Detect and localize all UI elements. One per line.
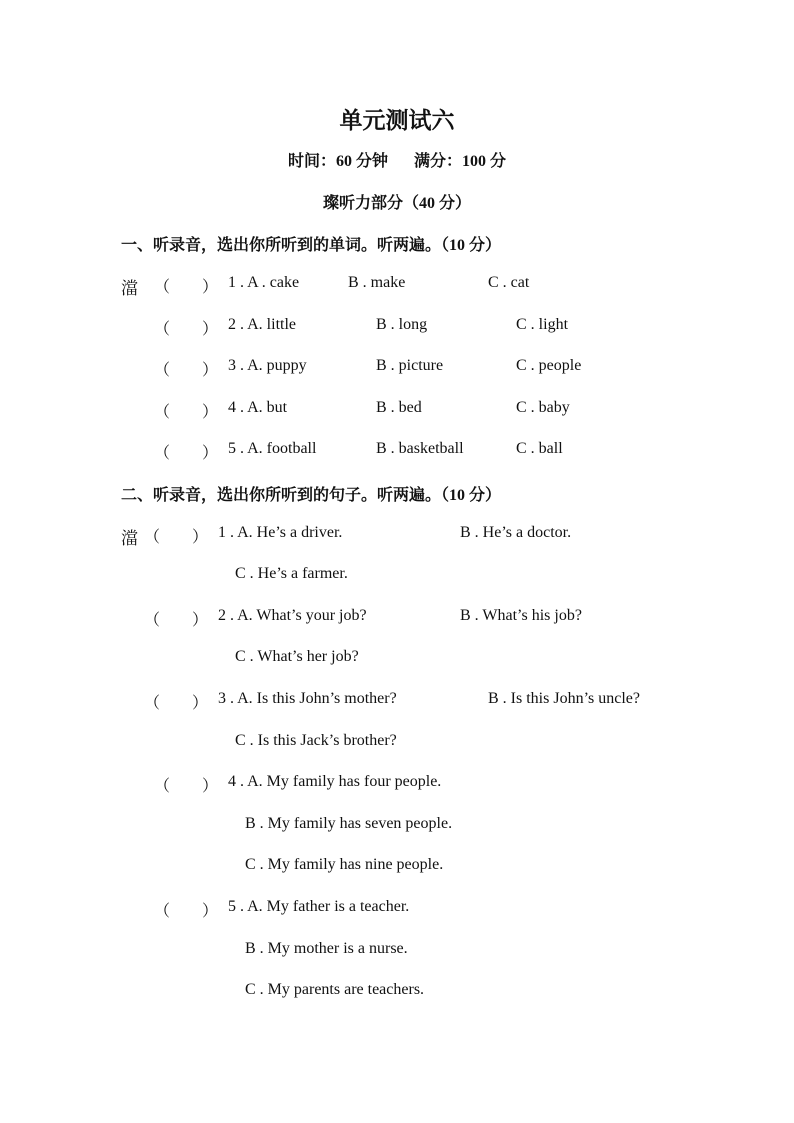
question-option-b: B . bed <box>376 399 422 416</box>
section-1-marker: 澢 <box>121 279 138 298</box>
question-option-a: 4 . A. My family has four people. <box>228 773 442 790</box>
question-option-b: B . make <box>348 274 406 291</box>
answer-blank[interactable]: （ ） <box>144 695 209 712</box>
question-option-c: C . ball <box>516 440 563 457</box>
question-option-c: C . My family has nine people. <box>245 856 444 873</box>
question-option-b: B . He’s a doctor. <box>460 524 572 541</box>
section-2-marker: 澢 <box>121 529 138 548</box>
question-option-b: B . basketball <box>376 440 464 457</box>
question-option-a: 1 . A. He’s a driver. <box>218 524 343 541</box>
part-heading: 璨听力部分（40 分） <box>322 195 471 212</box>
question-option-a: 5 . A. football <box>228 440 317 457</box>
question-option-c: C . people <box>516 357 582 374</box>
question-option-b: B . What’s his job? <box>460 607 582 624</box>
section-1-heading: 一、听录音，选出你所听到的单词。听两遍。（10 分） <box>121 237 502 254</box>
question-option-a: 2 . A. What’s your job? <box>218 607 367 624</box>
question-option-c: C . light <box>516 316 569 333</box>
question-option-c: C . baby <box>516 399 570 416</box>
answer-blank[interactable]: （ ） <box>154 362 219 379</box>
question-option-c: C . What’s her job? <box>235 648 359 665</box>
exam-score: 满分：100 分 <box>414 153 507 170</box>
question-option-a: 2 . A. little <box>228 316 296 333</box>
answer-blank[interactable]: （ ） <box>154 445 219 462</box>
question-option-b: B . picture <box>376 357 444 374</box>
answer-blank[interactable]: （ ） <box>154 778 219 795</box>
exam-info <box>0 148 794 171</box>
answer-blank[interactable]: （ ） <box>144 529 209 546</box>
exam-time: 时间：60 分钟 <box>287 153 388 170</box>
question-option-b: B . My family has seven people. <box>245 815 453 832</box>
question-option-b: B . Is this John’s uncle? <box>488 690 640 707</box>
answer-blank[interactable]: （ ） <box>154 404 219 421</box>
question-option-c: C . My parents are teachers. <box>245 981 425 998</box>
question-option-a: 1 . A . cake <box>228 274 300 291</box>
section-2-heading: 二、听录音，选出你所听到的句子。听两遍。（10 分） <box>121 487 502 504</box>
answer-blank[interactable]: （ ） <box>154 279 219 296</box>
question-option-b: B . My mother is a nurse. <box>245 940 408 957</box>
question-option-c: C . cat <box>488 274 530 291</box>
question-option-b: B . long <box>376 316 428 333</box>
answer-blank[interactable]: （ ） <box>144 612 209 629</box>
answer-blank[interactable]: （ ） <box>154 903 219 920</box>
question-option-a: 4 . A. but <box>228 399 288 416</box>
question-option-c: C . He’s a farmer. <box>235 565 348 582</box>
question-option-a: 3 . A. puppy <box>228 357 307 374</box>
question-option-a: 3 . A. Is this John’s mother? <box>218 690 397 707</box>
answer-blank[interactable]: （ ） <box>154 321 219 338</box>
question-option-a: 5 . A. My father is a teacher. <box>228 898 410 915</box>
question-option-c: C . Is this Jack’s brother? <box>235 732 397 749</box>
page-title: 单元测试六 <box>339 108 455 133</box>
